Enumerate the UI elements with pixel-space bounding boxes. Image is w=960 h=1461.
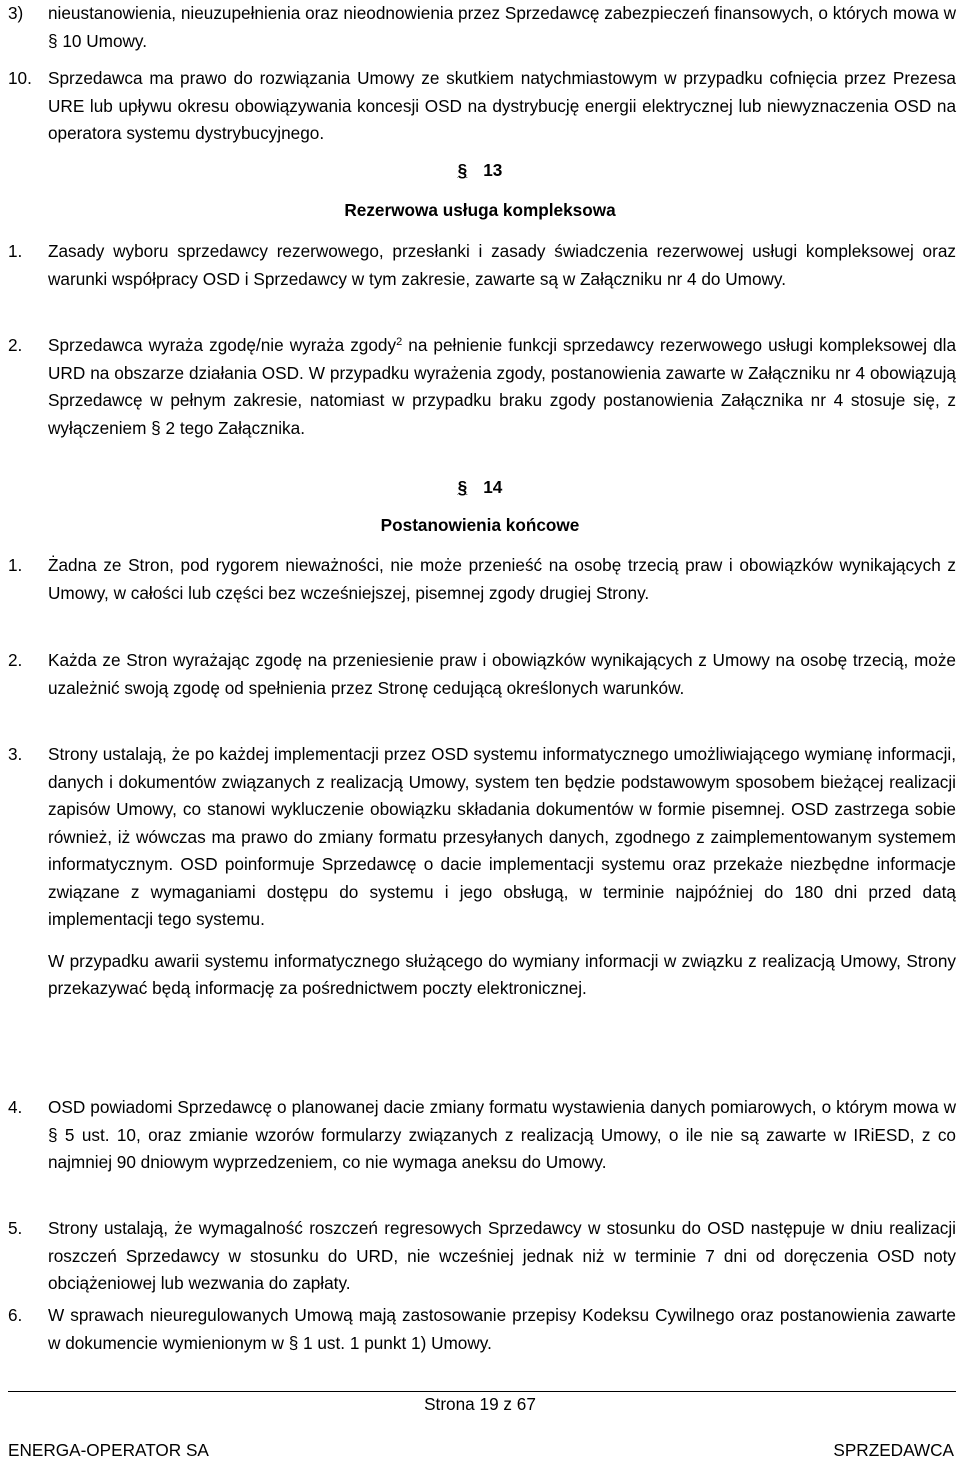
page-number: Strona 19 z 67 bbox=[424, 1394, 536, 1414]
item-text: W sprawach nieuregulowanych Umową mają zastosowanie przepisy Kodeksu Cywilnego oraz postanowienia zawarte w dokumencie wymienionym w § 1 ust. 1 punkt 1) Umowy. bbox=[48, 1305, 956, 1353]
item-text: Strony ustalają, że po każdej implementacji przez OSD systemu informatycznego umożliwiającego wymianę informacji, danych i dokumentów związanych z realizacją Umowy, system ten będzie podstawowym sposobem bieżącej realizacji zapisów Umowy, co stanowi wykluczenie obowiązku składania dokumentów w formie pisemnej. OSD zastrzega sobie również, iż wówczas ma prawo do zmiany formatu przesyłanych danych, zgodnego z zaimplementowanym systemem informatycznym. OSD poinformuje Sprzedawcę o dacie implementacji systemu oraz przekaże niezbędne informacje związane z wymaganiami dostępu do systemu i jego obsługą, w terminie najpóźniej do 180 dni przed datą implementacji tego systemu. bbox=[48, 744, 956, 929]
item-number: 6. bbox=[8, 1305, 23, 1325]
list-item bbox=[8, 647, 956, 702]
list-item bbox=[8, 552, 956, 607]
item-number: 2. bbox=[8, 335, 23, 355]
item-text: OSD powiadomi Sprzedawcę o planowanej dacie zmiany formatu wystawienia danych pomiarowych, o którym mowa w § 5 ust. 10, oraz zmianie wzorów formularzy związanych z realizacją Umowy, o ile nie są zawarte w IRiESD, z co najmniej 90 dniowym wyprzedzeniem, co nie wymaga aneksu do Umowy. bbox=[48, 1097, 956, 1172]
item-number: 3) bbox=[8, 3, 24, 23]
item-text-continued: W przypadku awarii systemu informatycznego służącego do wymiany informacji w związku z realizacją Umowy, Strony przekazywać będą informację za pośrednictwem poczty elektronicznej. bbox=[48, 950, 956, 998]
section-13-number: 13 bbox=[483, 160, 503, 180]
item-number: 2. bbox=[8, 650, 23, 670]
section-number bbox=[0, 477, 960, 498]
item-text: Żadna ze Stron, pod rygorem nieważności, nie może przenieść na osobę trzecią praw i obowiązków wynikających z Umowy, w całości lub części bez wcześniejszej, pisemnej zgody drugiej Strony. bbox=[48, 555, 956, 603]
list-item bbox=[8, 332, 956, 442]
item-number: 1. bbox=[8, 241, 23, 261]
item-text: Zasady wyboru sprzedawcy rezerwowego, przesłanki i zasady świadczenia rezerwowej usługi kompleksowej oraz warunki współpracy OSD i Sprzedawcy w tym zakresie, zawarte są w Załączniku nr 4 do Umowy. bbox=[48, 241, 956, 289]
item-text: Strony ustalają, że wymagalność roszczeń regresowych Sprzedawcy w stosunku do OSD następuje w dniu realizacji roszczeń Sprzedawcy w stosunku do URD, nie wcześniej jednak niż w terminie 7 dni od doręczenia OSD noty obciążeniowej lub wezwania do zapłaty. bbox=[48, 1218, 956, 1293]
footer-divider bbox=[8, 1391, 956, 1392]
section-14-number: 14 bbox=[483, 477, 503, 497]
list-item bbox=[8, 1302, 956, 1357]
item-text bbox=[48, 332, 956, 442]
item-text-part: Sprzedawca wyraża zgodę/nie wyraża zgody bbox=[48, 335, 397, 355]
section-title: Rezerwowa usługa kompleksowa bbox=[344, 200, 616, 220]
paragraph-symbol: § bbox=[457, 477, 468, 497]
list-item bbox=[8, 1215, 956, 1298]
item-number: 5. bbox=[8, 1218, 23, 1238]
item-number: 3. bbox=[8, 744, 23, 764]
footnote-ref: 2 bbox=[396, 336, 403, 348]
item-text-part: na pełnienie funkcji sprzedawcy rezerwowego usługi kompleksowej dla URD na obszarze działania OSD. W przypadku wyrażenia zgody, postanowienia zawarte w Załączniku nr 4 obowiązują Sprzedawcę w pełnym zakresie, natomiast w przypadku braku zgody postanowienia Załącznika nr 4 stosuje się, z wyłączeniem § 2 tego Załącznika. bbox=[48, 335, 957, 438]
item-number: 1. bbox=[8, 555, 23, 575]
item-text: Sprzedawca ma prawo do rozwiązania Umowy ze skutkiem natychmiastowym w przypadku cofnięcia przez Prezesa URE lub upływu okresu obowiązywania koncesji OSD na dystrybucję energii elektrycznej lub niewyznaczenia OSD na operatora systemu dystrybucyjnego. bbox=[48, 68, 956, 143]
list-item bbox=[8, 0, 956, 55]
section-number bbox=[0, 160, 960, 181]
item-text: Każda ze Stron wyrażając zgodę na przeniesienie praw i obowiązków wynikających z Umowy na osobę trzecią, może uzależnić swoją zgodę od spełnienia przez Stronę cedującą określonych warunków. bbox=[48, 650, 956, 698]
item-text: nieustanowienia, nieuzupełnienia oraz nieodnowienia przez Sprzedawcę zabezpieczeń finansowych, o których mowa w § 10 Umowy. bbox=[48, 3, 956, 51]
section-title: Postanowienia końcowe bbox=[380, 515, 580, 535]
footer-right: SPRZEDAWCA bbox=[833, 1440, 954, 1460]
list-item bbox=[8, 65, 956, 148]
list-item bbox=[8, 1094, 956, 1177]
list-item bbox=[8, 238, 956, 293]
item-number: 4. bbox=[8, 1097, 23, 1117]
list-item bbox=[8, 741, 956, 1003]
footer-left: ENERGA-OPERATOR SA bbox=[8, 1440, 209, 1460]
paragraph-symbol: § bbox=[457, 160, 468, 180]
item-number: 10. bbox=[8, 68, 32, 88]
